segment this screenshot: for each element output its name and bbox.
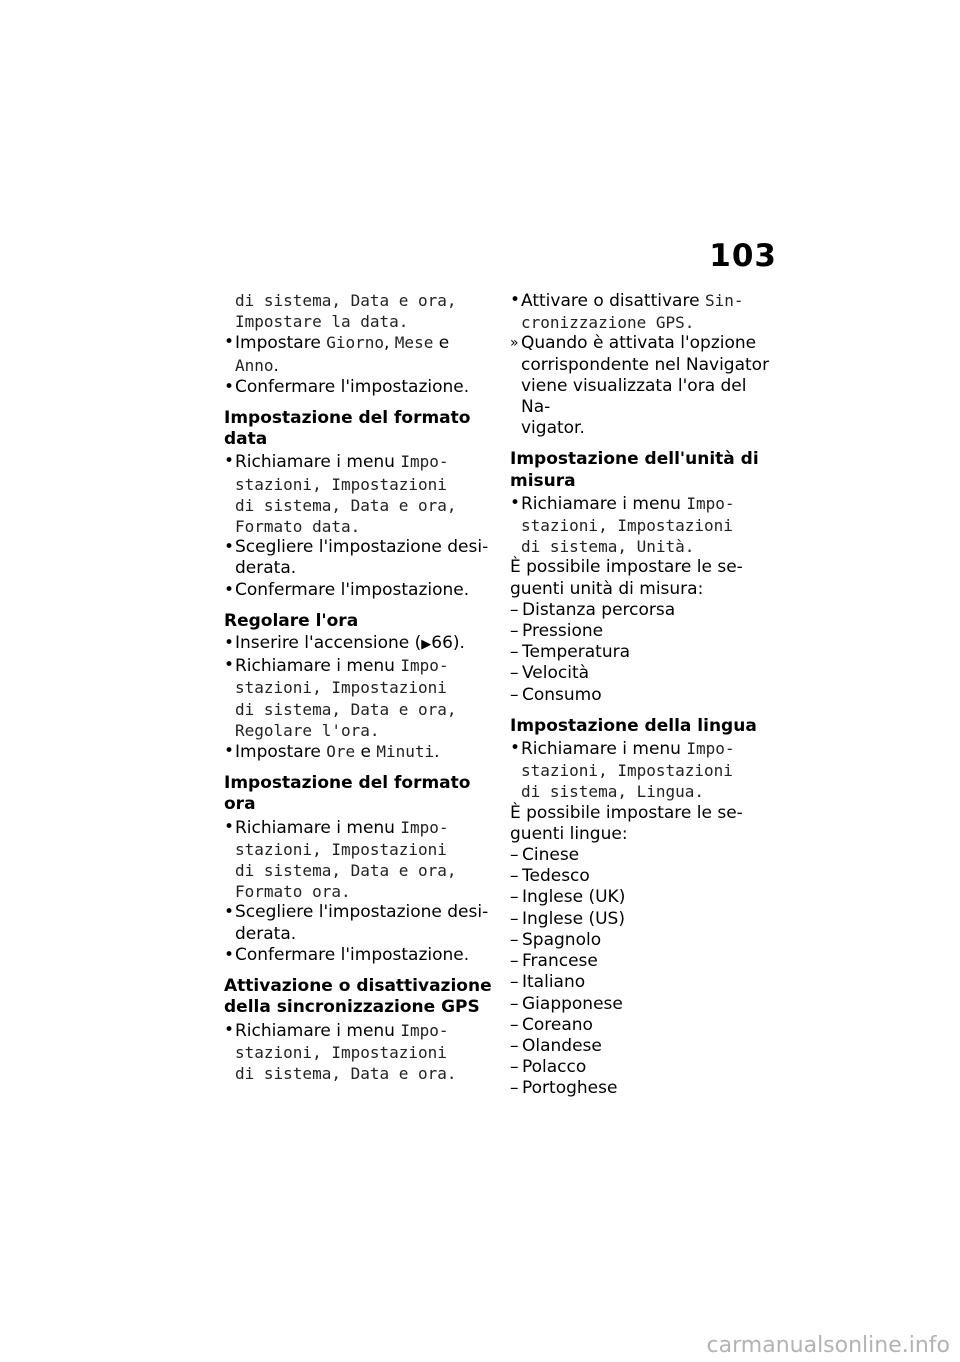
bullet-continuation: di sistema, Data e ora, xyxy=(235,699,457,719)
section-heading: Attivazione o disattivazione della sincronizzazione GPS xyxy=(224,976,492,1018)
paragraph-line: guenti lingue: xyxy=(510,823,628,844)
bullet-text: Richiamare i menu xyxy=(235,656,401,677)
page-reference: 66). xyxy=(431,633,465,654)
section-heading: Regolare l'ora xyxy=(224,610,359,631)
list-item: – Temperatura xyxy=(510,642,778,663)
result-continuation: corrispondente nel Navigator xyxy=(521,354,770,375)
bullet-item: • Scegliere l'impostazione desi- xyxy=(224,902,492,923)
bullet-continuation: cronizzazione GPS. xyxy=(521,313,695,333)
paragraph-line: guenti unità di misura: xyxy=(510,578,704,599)
result-continuation: vigator. xyxy=(521,418,585,439)
bullet-item xyxy=(224,633,492,655)
bullet-item: • Scegliere l'impostazione desi- xyxy=(224,537,492,558)
bullet-item xyxy=(510,493,778,515)
bullet-continuation: Formato data. xyxy=(235,517,361,537)
menu-term: Impo- xyxy=(400,452,449,472)
section-heading: Impostazione del formato ora xyxy=(224,773,471,815)
bullet-item: • Confermare l'impostazione. xyxy=(224,580,492,601)
bullet-text: Richiamare i menu xyxy=(521,739,687,760)
page-number: 103 xyxy=(709,238,777,274)
bullet-text: Richiamare i menu xyxy=(235,817,401,838)
list-item: – Inglese (UK) xyxy=(510,887,778,908)
intro-line: di sistema, Data e ora, xyxy=(235,291,457,310)
left-column xyxy=(224,290,492,1084)
bullet-text: , xyxy=(383,333,395,354)
bullet-continuation: Regolare l'ora. xyxy=(235,720,380,740)
right-column xyxy=(510,290,778,1100)
bullet-item xyxy=(224,451,492,473)
bullet-item: • Confermare l'impostazione. xyxy=(224,945,492,966)
bullet-continuation: di sistema, Unità. xyxy=(521,537,695,557)
bullet-continuation: di sistema, Data e ora, xyxy=(235,861,457,881)
bullet-continuation: stazioni, Impostazioni xyxy=(235,678,447,698)
bullet-text: Richiamare i menu xyxy=(235,452,401,473)
bullet-text: . xyxy=(273,355,279,376)
menu-term: Impo- xyxy=(400,817,449,837)
list-item: – Cinese xyxy=(510,845,778,866)
list-item: – Italiano xyxy=(510,972,778,993)
bullet-item xyxy=(224,1020,492,1042)
section-heading: Impostazione del formato data xyxy=(224,408,471,450)
bullet-continuation: stazioni, Impostazioni xyxy=(235,474,447,494)
bullet-continuation: derata. xyxy=(235,558,297,579)
bullet-text: e xyxy=(433,333,450,354)
list-item: – Portoghese xyxy=(510,1078,778,1099)
bullet-text: Inserire l'accensione ( xyxy=(235,633,422,654)
bullet-item xyxy=(224,332,492,354)
result-item: » Quando è attivata l'opzione xyxy=(510,333,778,354)
bullet-item xyxy=(224,655,492,677)
page-reference-arrow-icon: ▶ xyxy=(421,637,432,653)
bullet-continuation xyxy=(224,355,492,377)
menu-term: Minuti xyxy=(376,742,435,762)
menu-term: Impo- xyxy=(400,1020,449,1040)
bullet-text: Richiamare i menu xyxy=(521,493,687,514)
result-continuation: viene visualizzata l'ora del Na- xyxy=(521,375,747,418)
menu-term: Ore xyxy=(326,742,356,762)
list-item: – Giapponese xyxy=(510,994,778,1015)
bullet-continuation: stazioni, Impostazioni xyxy=(521,516,733,536)
units-list xyxy=(510,600,778,706)
bullet-item xyxy=(510,738,778,760)
bullet-continuation: stazioni, Impostazioni xyxy=(235,1042,447,1062)
list-item: – Tedesco xyxy=(510,866,778,887)
list-item: – Polacco xyxy=(510,1057,778,1078)
intro-line: Impostare la data. xyxy=(235,312,409,332)
list-item: – Inglese (US) xyxy=(510,909,778,930)
menu-term: Mese xyxy=(394,333,434,353)
bullet-continuation: di sistema, Data e ora. xyxy=(235,1063,457,1083)
list-item: – Coreano xyxy=(510,1015,778,1036)
menu-term: Sin- xyxy=(704,291,744,310)
list-item: – Distanza percorsa xyxy=(510,600,778,621)
list-item: – Pressione xyxy=(510,621,778,642)
paragraph-line: È possibile impostare le se- xyxy=(510,802,743,823)
section-heading: Impostazione della lingua xyxy=(510,715,757,736)
bullet-item: • Confermare l'impostazione. xyxy=(224,377,492,398)
bullet-continuation: stazioni, Impostazioni xyxy=(521,761,733,781)
list-item: – Spagnolo xyxy=(510,930,778,951)
bullet-text: . xyxy=(434,742,440,763)
list-item: – Velocità xyxy=(510,663,778,684)
bullet-continuation: di sistema, Lingua. xyxy=(521,782,705,802)
paragraph-line: È possibile impostare le se- xyxy=(510,557,743,578)
bullet-text: Impostare xyxy=(235,333,327,354)
menu-term: Impo- xyxy=(686,739,735,759)
menu-term: Impo- xyxy=(686,493,735,513)
bullet-text: Impostare xyxy=(235,742,327,763)
bullet-continuation: derata. xyxy=(235,923,297,944)
bullet-continuation: stazioni, Impostazioni xyxy=(235,839,447,859)
menu-term: Impo- xyxy=(400,656,449,676)
bullet-text: Richiamare i menu xyxy=(235,1020,401,1041)
languages-list xyxy=(510,845,778,1099)
menu-term: Anno xyxy=(235,355,274,375)
bullet-continuation: Formato ora. xyxy=(235,882,351,902)
bullet-text: Attivare o disattivare xyxy=(521,291,705,311)
bullet-item xyxy=(510,290,778,312)
bullet-continuation: di sistema, Data e ora, xyxy=(235,495,457,515)
list-item: – Francese xyxy=(510,951,778,972)
bullet-item xyxy=(224,741,492,763)
list-item: – Consumo xyxy=(510,685,778,706)
section-heading: Impostazione dell'unità di misura xyxy=(510,449,759,491)
watermark: carmanualsonline.info xyxy=(706,1333,950,1358)
menu-term: Giorno xyxy=(326,333,384,353)
bullet-text: e xyxy=(355,742,377,763)
bullet-item xyxy=(224,817,492,839)
list-item: – Olandese xyxy=(510,1036,778,1057)
